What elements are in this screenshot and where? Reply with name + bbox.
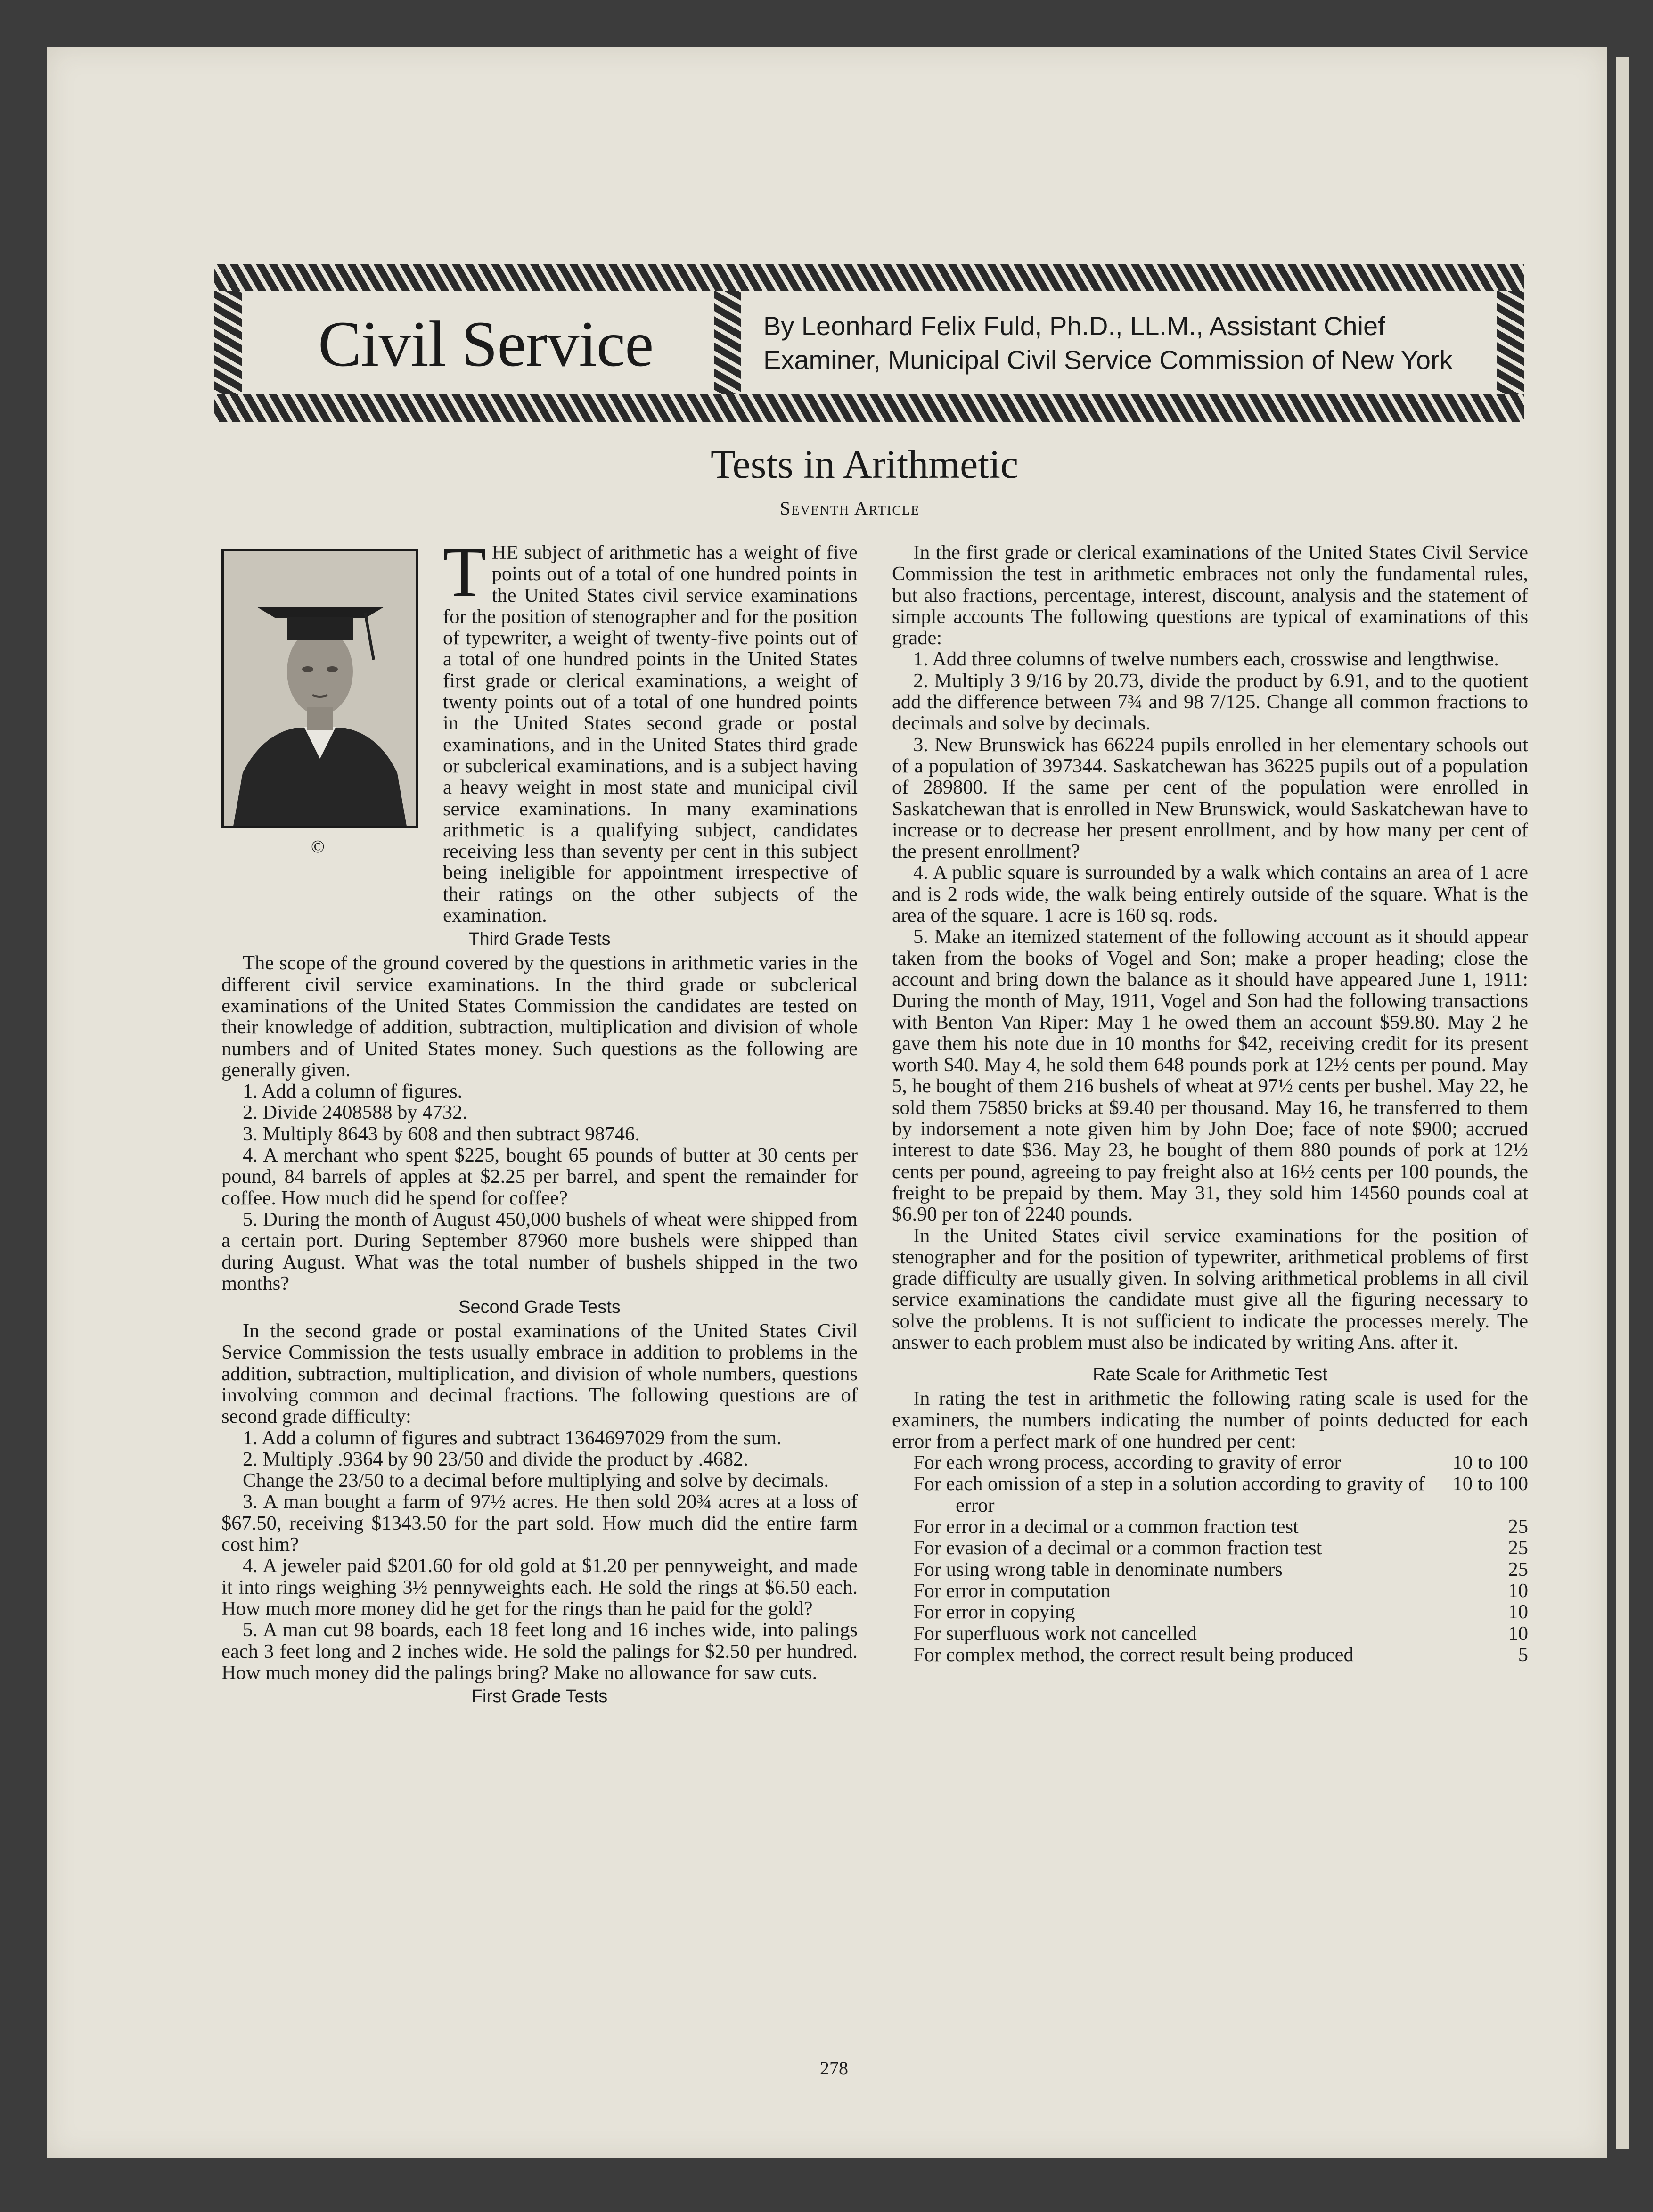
ornamental-divider <box>714 291 741 394</box>
drop-cap: T <box>443 533 486 611</box>
rate-label: For each wrong process, according to gravity of error <box>913 1451 1341 1474</box>
intro-text: HE subject of arithmetic has a weight of five points out of a total of one hundred points in the United States civil service examinations for the position of stenographer and for the position of typewriter, a weight of twenty-five points out of a total of one hundred points in the United States first grade or clerical examinations, a weight of twenty points out of a total of one hundred points in the United States second grade or postal examinations, and in the United States third grade or subclerical examinations, and is a subject having a heavy weight in most state and municipal civil service examinations. In many examinations arithmetic is a qualifying subject, candidates receiving less than seventy per cent in this subject being ineligible for appointment irrespective of their ratings on the other subjects of the examination. <box>443 541 858 927</box>
list-item: 3. Multiply 8643 by 608 and then subtract 98746. <box>243 1122 640 1145</box>
ornamental-border-bottom <box>214 394 1524 422</box>
rate-row <box>913 1516 1528 1537</box>
list-item: 5. Make an itemized statement of the following account as it should appear taken from the books of Vogel and Son; make a proper heading; close the account and bring down the balance as it should have appeared June 1, 1911: During the month of May, 1911, Vogel and Son had the following transactions with Benton Van Riper: May 1 he owed them an account $59.80. May 2 he gave them his note due in 10 months for $42, receiving credit for its present worth $40. May 4, he sold them 648 pounds pork at 12½ cents per pound. May 5, he bought of them 216 bushels of wheat at 97½ cents per bushel. May 22, he sold them 75850 bricks at $9.40 per thousand. May 16, he transferred to them by indorsement a note given him by John Doe; face of note $900; accrued interest to date $36. May 23, he bought of them 880 pounds of pork at 12½ cents per pound, agreeing to pay freight also at 16½ cents per 100 pounds, the freight to be prepaid by them. May 31, they sold him 14560 pounds coal at $6.90 per ton of 2240 pounds. <box>892 926 1528 1226</box>
ornamental-border-top <box>214 264 1524 291</box>
article-title: Tests in Arithmetic <box>711 442 1019 487</box>
rate-scale-intro: In rating the test in arithmetic the following rating scale is used for the examiners, the numbers indicating the number of points deducted for each error from a perfect mark of one hundred per cent: <box>892 1387 1528 1452</box>
list-item: 4. A merchant who spent $225, bought 65 pounds of butter at 30 cents per pound, 84 barrels of apples at $2.25 per barrel, and spent the remainder for coffee. How much did he spend for coffee? <box>221 1144 858 1209</box>
left-column <box>221 533 858 1710</box>
second-grade-intro: In the second grade or postal examinations of the United States Civil Service Commission the tests usually embrace in addition to problems in the addition, subtraction, multiplication, and division of whole numbers, questions involving common and decimal fractions. The following questions are of second grade difficulty: <box>221 1320 858 1428</box>
list-item: 3. New Brunswick has 66224 pupils enrolled in her elementary schools out of a population of 397344. Saskatchewan has 36225 pupils out of a population of 289800. If the same per cent of the population were enrolled in Saskatchewan that is enrolled in New Brunswick, would Saskatchewan have to increase or to decrease her present enrollment, and by how many per cent of the present enrollment? <box>892 733 1528 863</box>
rate-row <box>913 1537 1528 1558</box>
ornamental-border-right <box>1497 291 1524 394</box>
list-item: 1. Add three columns of twelve numbers each, crosswise and lengthwise. <box>913 648 1499 671</box>
rate-row <box>913 1644 1528 1665</box>
closing-paragraph: In the United States civil service examinations for the position of stenographer and for the position of typewriter, arithmetical problems of first grade difficulty are usually given. In solving arithmetical problems in all civil service examinations the candidate must give all the figuring necessary to solve the problems. It is not sufficient to indicate the processes merely. The answer to each problem must also be indicated by writing Ans. after it. <box>892 1224 1528 1353</box>
list-item: 1. Add a column of figures and subtract 1364697029 from the sum. <box>243 1426 782 1449</box>
rate-points: 5 <box>1518 1643 1528 1666</box>
rate-label: For superfluous work not cancelled <box>913 1622 1197 1645</box>
list-item: 2. Divide 2408588 by 4732. <box>243 1101 467 1124</box>
rate-row <box>913 1559 1528 1580</box>
page-number: 278 <box>820 2057 848 2079</box>
rate-points: 25 <box>1508 1516 1528 1538</box>
copyright-mark: © <box>311 837 325 857</box>
author-byline: By Leonhard Felix Fuld, Ph.D., LL.M., Assistant Chief Examiner, Municipal Civil Service Commission of New York <box>763 311 1453 375</box>
list-item: 1. Add a column of figures. <box>243 1080 463 1103</box>
rate-label: For error in copying <box>913 1601 1075 1623</box>
list-item: Change the 23/50 to a decimal before multiplying and solve by decimals. <box>243 1469 829 1492</box>
heading-third-grade: Third Grade Tests <box>468 929 611 950</box>
rate-points: 10 <box>1508 1579 1528 1602</box>
right-column <box>892 542 1528 1665</box>
rate-points: 25 <box>1508 1537 1528 1559</box>
ornamental-border-left <box>214 291 242 394</box>
first-grade-intro: In the first grade or clerical examinations of the United States Civil Service Commission the test in arithmetic embraces not only the fundamental rules, but also fractions, percentage, interest, discount, analysis and the statement of simple accounts The following questions are typical of examinations of this grade: <box>892 541 1528 649</box>
rate-label: For evasion of a decimal or a common fraction test <box>913 1537 1322 1559</box>
article-subtitle: Seventh Article <box>780 498 920 519</box>
rate-row <box>913 1623 1528 1644</box>
rate-points: 25 <box>1508 1558 1528 1581</box>
heading-second-grade: Second Grade Tests <box>458 1297 621 1318</box>
list-item: 2. Multiply .9364 by 90 23/50 and divide the product by .4682. <box>243 1448 749 1470</box>
rate-points: 10 <box>1508 1601 1528 1623</box>
rate-label: For error in computation <box>913 1579 1111 1602</box>
rate-row <box>913 1580 1528 1601</box>
list-item: 3. A man bought a farm of 97½ acres. He then sold 20¾ acres at a loss of $67.50, receiving $1343.50 for the part sold. How much did the entire farm cost him? <box>221 1491 858 1556</box>
list-item: 5. A man cut 98 boards, each 18 feet long and 16 inches wide, into palings each 3 feet long and 2 inches wide. He sold the palings for $2.50 per hundred. How much money did the palings bring? Make no allowance for saw cuts. <box>221 1619 858 1684</box>
section-title: Civil Service <box>318 308 654 380</box>
intro-paragraph <box>443 533 858 927</box>
next-page-edge <box>1616 57 1629 2149</box>
rate-row <box>913 1452 1528 1473</box>
list-item: 4. A public square is surrounded by a walk which contains an area of 1 acre and is 2 rods wide, the walk being entirely outside of the square. What is the area of the square. 1 acre is 160 sq. rods. <box>892 861 1528 927</box>
rate-points: 10 <box>1508 1622 1528 1645</box>
rate-points: 10 to 100 <box>1452 1473 1528 1495</box>
heading-first-grade: First Grade Tests <box>471 1687 608 1707</box>
heading-rate-scale: Rate Scale for Arithmetic Test <box>1093 1365 1327 1385</box>
section-header <box>214 264 1524 422</box>
list-item: 4. A jeweler paid $201.60 for old gold at $1.20 per pennyweight, and made it into rings weighing 3½ pennyweights each. He sold the rings at $6.50 each. How much more money did he get for the rings than he paid for the gold? <box>221 1555 858 1620</box>
rate-row <box>913 1473 1528 1516</box>
list-item: 2. Multiply 3 9/16 by 20.73, divide the product by 6.91, and to the quotient add the difference between 7¾ and 98 7/125. Change all common fractions to decimals and solve by decimals. <box>892 669 1528 735</box>
list-item: 5. During the month of August 450,000 bushels of wheat were shipped from a certain port. During September 87960 more bushels were shipped than during August. What was the total number of bushels shipped in the two months? <box>221 1208 858 1294</box>
rate-label: For complex method, the correct result being produced <box>913 1643 1354 1666</box>
rate-points: 10 to 100 <box>1452 1451 1528 1474</box>
rate-scale-table <box>892 1452 1528 1665</box>
rate-label: For using wrong table in denominate numbers <box>913 1558 1283 1581</box>
rate-row <box>913 1601 1528 1622</box>
rate-label: For each omission of a step in a solution according to gravity of error <box>913 1473 1425 1516</box>
rate-label: For error in a decimal or a common fraction test <box>913 1516 1299 1538</box>
third-grade-intro: The scope of the ground covered by the questions in arithmetic varies in the different civil service examinations. In the third grade or subclerical examinations of the United States Commission the candidates are tested on their knowledge of addition, subtraction, multiplication and division of whole numbers and of United States money. Such questions as the following are generally given. <box>221 952 858 1081</box>
